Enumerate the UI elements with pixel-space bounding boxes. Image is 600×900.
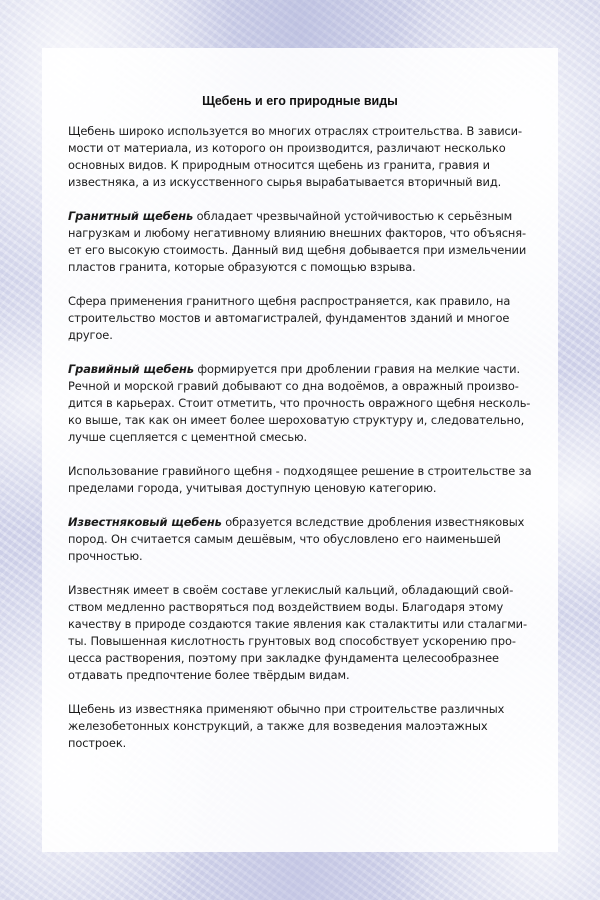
paragraph-text: Сфера применения гранитного щебня распространяется, как правило, на строительство мостов и автомагистралей, фундаментов зданий и многое другое. — [68, 294, 511, 342]
term-gravel: Гравийный щебень — [68, 362, 194, 376]
paragraph-granite — [68, 208, 532, 276]
paragraph-limestone-usage — [68, 701, 532, 752]
paragraph-text: образуется вследствие дробления известняковых пород. Он считается самым дешёвым, что обусловлено его наименьшей прочностью. — [68, 515, 525, 563]
paragraph-text: Известняк имеет в своём составе углекислый кальций, обладающий свой-ством медленно растворяться под воздействием воды. Благодаря этому качеству в природе создаются такие явления как сталактиты или сталагми-ты. Повышенная кислотность грунтовых вод способствует ускорению про-цесса растворения, поэтому при закладке фундамента целесообразнее отдавать предпочтение более твёрдым видам. — [68, 583, 527, 682]
paragraph-text: обладает чрезвычайной устойчивостью к серьёзным нагрузкам и любому негативному влиянию внешних факторов, что объясня-ет его высокую стоимость. Данный вид щебня добывается при измельчении пластов гранита, которые образуются с помощью взрыва. — [68, 209, 527, 274]
document-sheet — [42, 48, 558, 852]
paragraph-limestone — [68, 514, 532, 565]
paragraph-granite-usage — [68, 293, 532, 344]
term-limestone: Известняковый щебень — [68, 515, 222, 529]
paragraph-text: Щебень широко используется во многих отраслях строительства. В зависи-мости от материала, из которого он производится, различают несколько основных видов. К природным относится щебень из гранита, гравия и известняка, а из искусственного сырья вырабатывается вторичный вид. — [68, 124, 522, 189]
paragraph-text: Щебень из известняка применяют обычно при строительстве различных железобетонных конструкций, а также для возведения малоэтажных построек. — [68, 702, 505, 750]
term-granite: Гранитный щебень — [68, 209, 194, 223]
paragraph-text: формируется при дроблении гравия на мелкие части. Речной и морской гравий добывают со дна водоёмов, а овражный произво-дится в карьерах. Стоит отметить, что прочность овражного щебня несколь-ко выше, так как он имеет более шероховатую структуру и, следовательно, лучше сцепляется с цементной смесью. — [68, 362, 531, 444]
paragraph-gravel-usage — [68, 463, 532, 497]
paragraph-limestone-properties — [68, 582, 532, 684]
paragraph-intro — [68, 123, 532, 191]
paragraph-gravel — [68, 361, 532, 446]
document-title: Щебень и его природные виды — [202, 94, 398, 108]
paragraph-text: Использование гравийного щебня - подходящее решение в строительстве за пределами города, учитывая доступную ценовую категорию. — [68, 464, 532, 495]
